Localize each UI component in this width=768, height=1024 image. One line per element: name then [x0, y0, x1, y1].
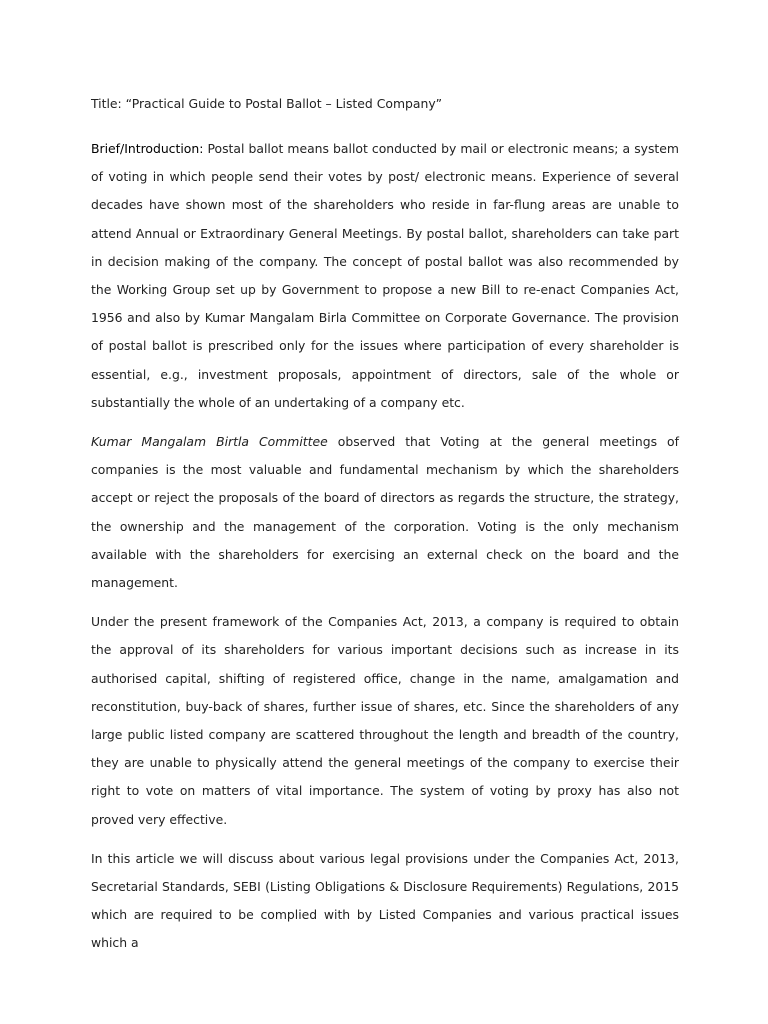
introduction-paragraph	[91, 135, 679, 417]
committee-name: Kumar Mangalam Birtla Committee	[91, 434, 328, 450]
document-page	[91, 90, 679, 969]
introduction-text: Postal ballot means ballot conducted by mail or electronic means; a system of voting in which people send their votes by post/ electronic means. Experience of several decades have shown most of the shareholders who reside in far-flung areas are unable to attend Annual or Extraordinary General Meetings. By postal ballot, shareholders can take part in decision making of the company. The concept of postal ballot was also recommended by the Working Group set up by Government to propose a new Bill to re-enact Companies Act, 1956 and also by Kumar Mangalam Birla Committee on Corporate Governance. The provision of postal ballot is prescribed only for the issues where participation of every shareholder is essential, e.g., investment proposals, appointment of directors, sale of the whole or substantially the whole of an undertaking of a company etc.	[91, 141, 679, 410]
introduction-label: Brief/Introduction:	[91, 141, 204, 156]
framework-paragraph: Under the present framework of the Companies Act, 2013, a company is required to obtain the approval of its shareholders for various important decisions such as increase in its authorised capital, shifting of registered office, change in the name, amalgamation and reconstitution, buy-back of shares, further issue of shares, etc. Since the shareholders of any large public listed company are scattered throughout the length and breadth of the country, they are unable to physically attend the general meetings of the company to exercise their right to vote on matters of vital importance. The system of voting by proxy has also not proved very effective.	[91, 614, 679, 827]
committee-text: observed that Voting at the general meetings of companies is the most valuable and fundamental mechanism by which the shareholders accept or reject the proposals of the board of directors as regards the structure, the strategy, the ownership and the management of the corporation. Voting is the only mechanism available with the shareholders for exercising an external check on the board and the management.	[91, 434, 679, 591]
article-paragraph: In this article we will discuss about various legal provisions under the Companies Act, 2013, Secretarial Standards, SEBI (Listing Obligations & Disclosure Requirements) Regulations, 2015 which are required to be complied with by Listed Companies and various practical issues which a	[91, 850, 679, 951]
document-title: Title: “Practical Guide to Postal Ballot – Listed Company”	[91, 96, 443, 111]
committee-paragraph	[91, 428, 679, 597]
